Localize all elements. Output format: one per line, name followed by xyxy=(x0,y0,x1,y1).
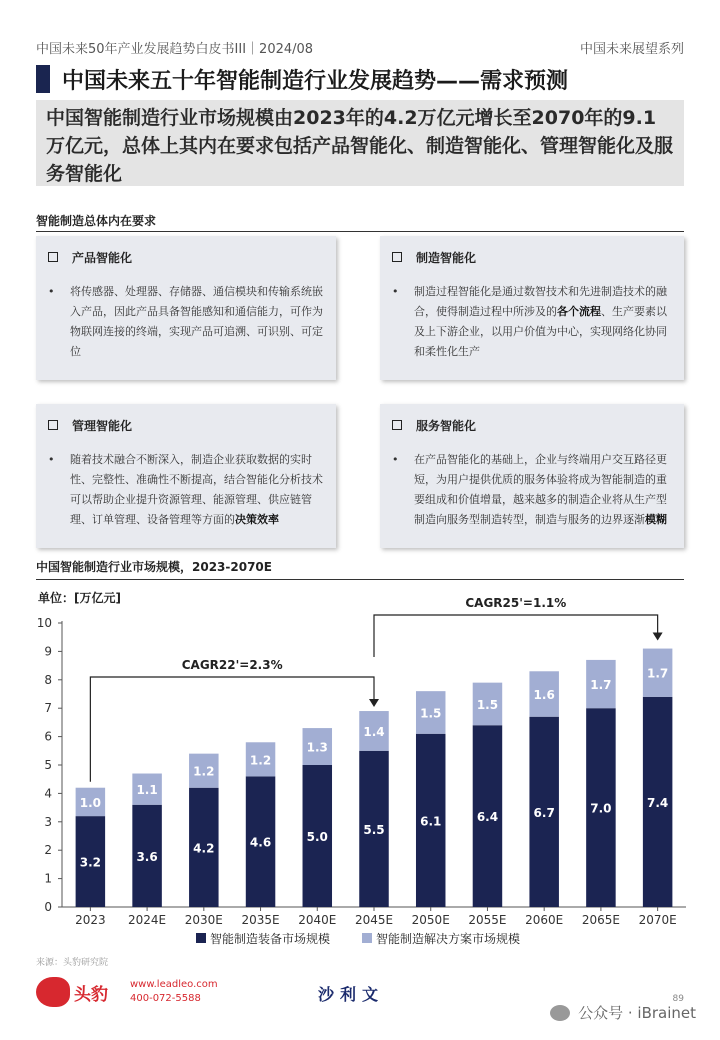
x-tick-label: 2060E xyxy=(525,913,564,927)
y-tick-label: 9 xyxy=(44,644,52,659)
top-bar xyxy=(36,36,684,58)
y-tick-label: 1 xyxy=(44,871,52,886)
card-text-plain: 随着技术融合不断深入，制造企业获取数据的实时性、完整性、准确性不断提高，结合智能化分析技术可以帮助企业提升资源管理、能源管理、供应链管理、订单管理、设备管理等方面的 xyxy=(70,453,323,526)
bar-label-solution: 1.0 xyxy=(79,795,101,810)
legend-label-equipment: 智能制造装备市场规模 xyxy=(210,932,331,946)
leopard-icon xyxy=(36,977,70,1007)
bar-label-solution: 1.2 xyxy=(249,753,272,768)
title-marker xyxy=(36,65,50,93)
unit-label: 单位：[万亿元] xyxy=(38,591,121,605)
bullet: • xyxy=(48,285,55,298)
cagr-label-2: CAGR25'=1.1% xyxy=(465,596,567,610)
card-text-plain: 在产品智能化的基础上，企业与终端用户交互路径更短，为用户提供优质的服务体验将成为智能制造的重要组成和价值增量，越来越多的制造企业将从生产型制造向服务型制造转型，制造与服务的边界逐渐 xyxy=(414,453,667,526)
bar-label-solution: 1.3 xyxy=(306,740,328,755)
phone-number: 400-072-5588 xyxy=(130,993,201,1004)
card-text-plain: 制造过程智能化是通过数智技术和先进制造技术的融合，使得制造过程中所涉及的 xyxy=(414,285,667,318)
y-tick-label: 0 xyxy=(44,900,52,914)
card-title: 产品智能化 xyxy=(72,250,133,265)
bar-label-equipment: 3.2 xyxy=(79,855,101,870)
card-text xyxy=(414,450,672,530)
page-title-row xyxy=(36,62,684,96)
y-tick-label: 3 xyxy=(44,814,52,829)
card-management xyxy=(36,404,336,548)
bar-label-equipment: 6.4 xyxy=(476,810,499,825)
legend-label-solution: 智能制造解决方案市场规模 xyxy=(376,932,521,946)
bar-label-solution: 1.4 xyxy=(363,724,385,739)
x-tick-label: 2024E xyxy=(128,913,167,927)
arrow-down-icon xyxy=(653,633,663,641)
series-name: 中国未来展望系列 xyxy=(579,41,684,57)
card-title: 制造智能化 xyxy=(416,250,477,265)
bullet: • xyxy=(392,285,399,298)
card-title: 服务智能化 xyxy=(416,418,477,433)
bar-label-equipment: 3.6 xyxy=(136,849,158,864)
x-tick-label: 2070E xyxy=(638,913,677,927)
bar-label-equipment: 6.1 xyxy=(420,814,442,829)
summary-text: 中国智能制造行业市场规模由2023年的4.2万亿元增长至2070年的9.1万亿元，总体上其内在要求包括产品智能化、制造智能化、管理智能化及服务智能化 xyxy=(46,107,674,185)
section-label: 智能制造总体内在要求 xyxy=(36,212,684,232)
bar-label-solution: 1.2 xyxy=(193,764,215,779)
watermark-text: 公众号 · iBrainet xyxy=(578,1004,696,1022)
card-header xyxy=(392,414,672,436)
bullet: • xyxy=(48,453,55,466)
watermark xyxy=(550,1002,696,1023)
bar-label-solution: 1.5 xyxy=(420,706,442,721)
card-text-plain: 将传感器、处理器、存储器、通信模块和传输系统嵌入产品，因此产品具备智能感知和通信能力，可作为物联网连接的终端，实现产品可追溯、可识别、可定位 xyxy=(70,285,323,358)
logo-text: 头豹 xyxy=(74,984,108,1005)
x-tick-label: 2040E xyxy=(298,913,337,927)
page-number: 89 xyxy=(672,994,684,1004)
card-header xyxy=(392,246,672,268)
y-tick-label: 7 xyxy=(44,701,52,716)
arrow-down-icon xyxy=(369,699,379,707)
source-note: 来源：头豹研究院 xyxy=(36,958,109,968)
card-text xyxy=(70,282,324,362)
card-text-bold: 各个流程 xyxy=(557,305,601,318)
card-header xyxy=(48,246,324,268)
card-body xyxy=(392,282,672,362)
legend-swatch-solution xyxy=(362,933,372,943)
y-tick-label: 2 xyxy=(44,843,52,858)
x-tick-label: 2055E xyxy=(468,913,507,927)
checkbox-icon xyxy=(48,420,58,430)
card-service xyxy=(380,404,684,548)
x-tick-label: 2030E xyxy=(184,913,223,927)
cagr-bracket-2 xyxy=(374,615,658,657)
leadleo-logo xyxy=(36,975,126,1009)
checkbox-icon xyxy=(48,252,58,262)
chart-label: 中国智能制造行业市场规模，2023-2070E xyxy=(36,558,684,580)
card-text xyxy=(70,450,324,530)
y-tick-label: 5 xyxy=(44,758,52,772)
card-text xyxy=(414,282,672,362)
contact-info xyxy=(130,978,218,1006)
bar-label-equipment: 4.6 xyxy=(249,835,272,850)
bar-label-solution: 1.5 xyxy=(476,697,499,712)
checkbox-icon xyxy=(392,252,402,262)
card-manufacturing xyxy=(380,236,684,380)
x-tick-label: 2023 xyxy=(75,913,106,927)
card-title: 管理智能化 xyxy=(72,418,133,433)
bar-label-solution: 1.7 xyxy=(590,678,612,693)
card-text-bold: 决策效率 xyxy=(235,513,279,526)
bar-label-solution: 1.6 xyxy=(533,688,555,702)
bar-label-solution: 1.1 xyxy=(136,783,158,798)
card-text-plain: 、生产要素以及上下游企业，以用户价值为中心，实现网络化协同和柔性化生产 xyxy=(414,305,667,358)
card-product xyxy=(36,236,336,380)
wechat-icon xyxy=(550,1005,570,1021)
legend-swatch-equipment xyxy=(196,933,206,943)
y-tick-label: 10 xyxy=(36,616,52,630)
summary-box xyxy=(36,100,684,186)
card-body xyxy=(48,282,324,362)
x-tick-label: 2045E xyxy=(354,913,394,927)
report-title: 中国未来50年产业发展趋势白皮书III｜2024/08 xyxy=(36,41,314,57)
bar-label-equipment: 6.7 xyxy=(533,805,555,820)
bar-label-equipment: 5.0 xyxy=(306,830,328,844)
bar-label-equipment: 7.0 xyxy=(590,801,612,816)
card-body xyxy=(48,450,324,530)
website-link[interactable]: www.leadleo.com xyxy=(130,979,218,990)
checkbox-icon xyxy=(392,420,402,430)
card-text-bold: 模糊 xyxy=(645,513,667,526)
bullet: • xyxy=(392,453,399,466)
x-tick-label: 2050E xyxy=(411,913,450,927)
card-header xyxy=(48,414,324,436)
page-title: 中国未来五十年智能制造行业发展趋势——需求预测 xyxy=(62,68,569,94)
y-tick-label: 6 xyxy=(44,729,52,744)
bar-label-solution: 1.7 xyxy=(647,666,669,681)
y-tick-label: 4 xyxy=(44,786,52,801)
sullivan-stamp: 沙利文 xyxy=(318,985,385,1004)
x-tick-label: 2065E xyxy=(581,913,620,927)
cagr-label-1: CAGR22'=2.3% xyxy=(181,658,283,672)
card-body xyxy=(392,450,672,530)
y-tick-label: 8 xyxy=(44,672,52,687)
stacked-bar-chart xyxy=(0,580,720,955)
bar-label-equipment: 4.2 xyxy=(193,841,215,856)
x-tick-label: 2035E xyxy=(241,913,280,927)
bar-label-equipment: 5.5 xyxy=(363,822,385,837)
bar-label-equipment: 7.4 xyxy=(647,795,669,810)
